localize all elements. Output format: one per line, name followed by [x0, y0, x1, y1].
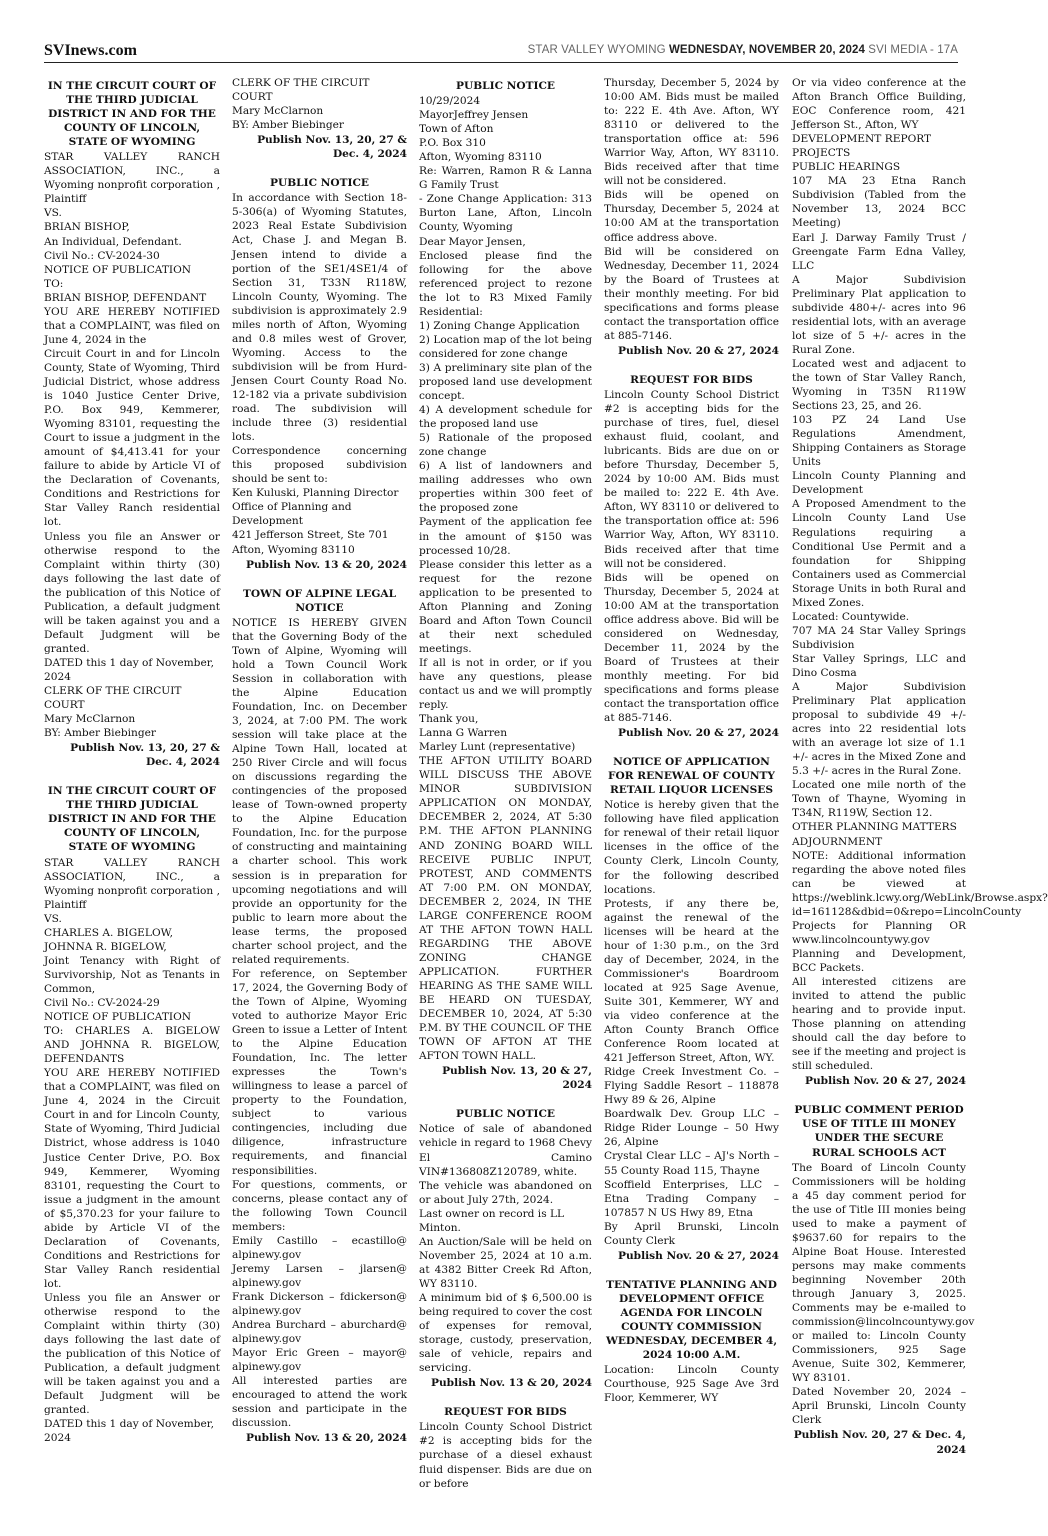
legal-notice [419, 1107, 592, 1390]
notice-text: In accordance with Section 18-5-306(a) of Wyoming Statutes, 2023 Real Estate Subdivision Act, Chase J. and Megan B. Jensen intend to divide a portion of the SE1/4SE1/4 of Section 31, T33N R118W, Lincoln County, Wyoming. The subdivision is approximately 2.9 miles north of Afton, Wyoming and 0.8 miles west of Grover, Wyoming. Access to the subdivision will be from Hurd-Jensen Court County Road No. 12-182 via a private subdivision road. The subdivision will include three (3) residential lots. [232, 192, 407, 444]
notice-text: An Auction/Sale will be held on November 25, 2024 at 10 a.m. at 4382 Bitter Creek Rd Afton, WY 83110. [419, 1235, 592, 1290]
notice-text: Civil No.: CV-2024-29 [44, 997, 160, 1009]
notice-text: YOU ARE HEREBY NOTIFIED that a COMPLAINT, was filed on June 4, 2024 in the [44, 305, 220, 346]
dateline-location: STAR VALLEY WYOMING [527, 44, 666, 56]
notice-text: YOU ARE HEREBY NOTIFIED that a COMPLAINT, was filed on June 4, 2024 in the Circuit Court in and for Lincoln County, State of Wyoming, Third Judicial District, whose address is 1040 Justice Center Drive, P.O. Box 949, Kemmerer, Wyoming 83101, requesting the Court to issue a judgment in the amount of $5,370.23 for your failure to abide by Article VI of the Declaration of Covenants, Conditions and Restrictions for Star Valley Ranch residential lot. [44, 1067, 220, 1290]
notice-text: OTHER PLANNING MATTERS [792, 821, 957, 834]
notice-text: 3) A preliminary site plan of the proposed land use development concept. [419, 361, 592, 403]
masthead [44, 40, 958, 63]
column-1 [44, 76, 220, 1526]
notice-text: Payment of the application fee in the amount of $150 was processed 10/28. [419, 516, 592, 557]
notice-heading: REQUEST FOR BIDS [630, 373, 753, 386]
notice-text: Jeremy Larsen – jlarsen@ alpinewy.gov [232, 1262, 407, 1289]
notice-text: A Major Subdivision Preliminary Plat application proposal to subdivide 49 +/- acres into 22 residential lots with an average lot size of 1.1 +/- acres in the Mixed Zone and 5.3 +/- acres in the Rural Zone. [792, 681, 966, 778]
notice-text: A Major Subdivision Preliminary Plat application to subdivide 480+/- acres into 96 residential lots, with an average lot size of 5 +/- acres in the Rural Zone. [792, 273, 966, 356]
notice-text: 6) A list of landowners and mailing addresses who own properties within 300 feet of the proposed zone [419, 460, 592, 515]
notice-text: 421 Jefferson Street, Ste 701 [232, 529, 389, 542]
notice-text: Unless you file an Answer or otherwise respond to the Complaint within thirty (30) days following the last date of the publication of this Notice of Publication, a default judgment will be taken against you and a Default Judgment will be granted. [44, 1291, 220, 1417]
column-5 [792, 76, 1048, 1526]
publish-dates: Publish Nov. 13, 20 & 27, 2024 [442, 1065, 592, 1092]
legal-notice [232, 76, 407, 161]
notice-text: Lincoln County School District #2 is accepting bids for the purchase of tires, fuel, diesel exhaust fluid, coolant, and lubricants. Bids are due on or before Thursday, December 5, 2024 by 10:00 AM. Bids must be mailed to: 222 E. 4th Ave. Afton, WY 83110 or delivered to the transportation office at: 596 Warrior Way, Afton, WY 83110. Bids received after that time will not be considered. [604, 388, 779, 570]
legal-notice [792, 1103, 975, 1456]
notice-text: An Individual, Defendant. [44, 235, 182, 248]
notice-text: A Proposed Amendment to the Lincoln County Land Use Regulations requiring a Conditional Use Permit and a foundation for Shipping Containers used as Commercial Storage Units in both Rural and Mixed Zones. [792, 498, 966, 609]
notice-heading: IN THE CIRCUIT COURT OF THE THIRD JUDICIAL DISTRICT IN AND FOR THE COUNTY OF LINCOLN, STATE OF WYOMING [47, 785, 217, 854]
notice-heading: PUBLIC NOTICE [270, 177, 369, 190]
notice-text: Town of Afton [419, 123, 494, 136]
notice-text: Mary McClarnon [44, 713, 136, 726]
notice-text: TO: [44, 277, 64, 290]
notice-text: Andrea Burchard – aburchard@ alpinewy.gov [232, 1319, 407, 1346]
publish-dates: Publish Nov. 20 & 27, 2024 [618, 727, 779, 740]
notice-text: Dated November 20, 2024 – April Brunski, Lincoln County Clerk [792, 1386, 966, 1427]
notice-text: Afton, Wyoming 83110 [232, 543, 355, 556]
legal-notice [604, 76, 779, 358]
legal-notices-columns [44, 76, 1048, 1526]
notice-text: 107 MA 23 Etna Ranch Subdivision (Tabled from the November 13, 2024 BCC Meeting) [792, 175, 966, 230]
notice-text: The vehicle was abandoned on or about July 27th, 2024. [419, 1179, 592, 1206]
notice-text: Lincoln County School District #2 is accepting bids for the purchase of a diesel exhaust fluid dispenser. Bids are due on or before [419, 1421, 592, 1490]
notice-text: Notice is hereby given that the following have filed application for renewal of their retail liquor licenses in the office of the County Clerk, Lincoln County, for the following described locations. [604, 799, 779, 896]
notice-heading: NOTICE OF APPLICATION FOR RENEWAL OF COUNTY RETAIL LIQUOR LICENSES [608, 756, 775, 797]
publish-dates: Publish Nov. 13, 20, 27 & Dec. 4, 2024 [70, 742, 220, 769]
notice-text: 10/29/2024 [419, 95, 481, 108]
notice-text: CLERK OF THE CIRCUIT COURT [232, 77, 370, 104]
notice-heading: PUBLIC NOTICE [456, 80, 555, 92]
notice-text: Frank Dickerson – fdickerson@ alpinewy.gov [232, 1290, 407, 1317]
notice-text: If all is not in order, or if you have any questions, please contact us and we will promptly reply. [419, 656, 592, 712]
notice-text: Protests, if any there be, against the renewal of the licenses will be heard at the hour of 1:30 p.m., on the 3rd day of December, 2024, in the Commissioner's Boardroom located at 925 Sage Avenue, Suite 301, Kemmerer, WY and via video conference at the Afton County Branch Office Conference Room located at 421 Jefferson Street, Afton, WY. [604, 897, 779, 1065]
notice-text: Bid will be considered on Wednesday, December 11, 2024 by the Board of Trustees at their monthly meeting. For bid specifications and forms please contact the transportation office at 885-7146. [604, 245, 779, 342]
notice-text: Enclosed please find the following for the above referenced project to rezone the lot to R3 Mixed Family Residential: [419, 249, 592, 318]
notice-text: Bids will be opened on Thursday, December 5, 2024 at 10:00 AM at the transportation office address above. Bid will be considered on Wednesday, December 11, 2024 by the Board of Trustees at their monthly meeting. For bid specifications and forms please contact the transportation office at 885-7146. [604, 571, 779, 725]
notice-text: 5) Rationale of the proposed zone change [419, 432, 592, 459]
notice-text: BY: Amber Biebinger [44, 727, 156, 740]
dateline-date: WEDNESDAY, NOVEMBER 20, 2024 [668, 44, 865, 56]
notice-text: Crystal Clear LLC – AJ's North – 55 County Road 115, Thayne [604, 1150, 779, 1177]
notice-text: NOTE: Additional information regarding the above noted files can be viewed at https://weblink.lcwy.org/WebLink/Browse.aspx?id=161128&dbid=0&repo=LincolnCounty [792, 849, 1048, 918]
notice-text: 4) A development schedule for the proposed land use [419, 404, 592, 431]
notice-text: DATED this 1 day of November, 2024 [44, 1418, 214, 1445]
notice-text: JOHNNA R. BIGELOW, [44, 940, 167, 953]
site-name[interactable]: SVInews.com [44, 42, 137, 59]
notice-text: 1) Zoning Change Application [419, 319, 580, 332]
notice-text: DATED this 1 day of November, 2024 [44, 656, 214, 683]
notice-text: Please consider this letter as a request for the rezone application to be presented to Afton Planning and Zoning Board and Afton Town Council at their next scheduled meetings. [419, 558, 592, 655]
notice-text: Ken Kuluski, Planning Director [232, 487, 399, 500]
notice-text: NOTICE OF PUBLICATION [44, 1011, 192, 1024]
column-2 [232, 76, 407, 1526]
publish-dates: Publish Nov. 13, 20, 27 & Dec. 4, 2024 [257, 134, 407, 161]
publish-dates: Publish Nov. 20 & 27, 2024 [618, 344, 779, 357]
notice-text: Projects for Planning OR www.lincolncountywy.gov Planning and Development, BCC Packets. [792, 919, 966, 974]
notice-text: Emily Castillo – ecastillo@ alpinewy.gov [232, 1234, 407, 1261]
legal-notice [419, 1405, 592, 1490]
notice-text: Unless you file an Answer or otherwise respond to the Complaint within thirty (30) days following the last date of the publication of this Notice of Publication, a default judgment will be taken against you and a Default Judgment will be granted. [44, 530, 220, 655]
notice-text: Notice of sale of abandoned vehicle in regard to 1968 Chevy El Camino VIN#136808Z120789, white. [419, 1123, 592, 1178]
notice-text: BY: Amber Biebinger [232, 119, 344, 132]
publish-dates: Publish Nov. 13 & 20, 2024 [431, 1377, 592, 1390]
legal-notice [419, 79, 592, 1092]
notice-text: - Zone Change Application: 313 Burton Lane, Afton, Lincoln County, Wyoming [419, 193, 592, 234]
notice-heading: TOWN OF ALPINE LEGAL NOTICE [242, 587, 397, 614]
legal-notice [44, 79, 220, 769]
notice-text: PROJECTS [792, 147, 851, 160]
notice-text: CLERK OF THE CIRCUIT COURT [44, 685, 182, 712]
notice-heading: IN THE CIRCUIT COURT OF THE THIRD JUDICIAL DISTRICT IN AND FOR THE COUNTY OF LINCOLN, STATE OF WYOMING [47, 80, 217, 149]
publish-dates: Publish Nov. 13 & 20, 2024 [246, 558, 407, 571]
notice-text: All interested citizens are invited to attend the public hearing and to provide input. Those planning on attending should call the day before to see if the meeting and project is still scheduled. [792, 976, 966, 1073]
notice-text: Mayor Eric Green – mayor@ alpinewy.gov [232, 1347, 407, 1374]
notice-text: VS. [44, 207, 62, 220]
publish-dates: Publish Nov. 20 & 27, 2024 [618, 1249, 779, 1262]
notice-text: 707 MA 24 Star Valley Springs Subdivision [792, 624, 966, 651]
notice-text: A minimum bid of $ 6,500.00 is being required to cover the cost of expenses for removal, storage, custody, preservation, sale of vehicle, repairs and servicing. [419, 1291, 592, 1375]
notice-heading: REQUEST FOR BIDS [444, 1406, 567, 1419]
column-4 [604, 76, 779, 1526]
notice-heading: PUBLIC COMMENT PERIOD USE OF TITLE III MONEY UNDER THE SECURE RURAL SCHOOLS ACT [794, 1104, 964, 1159]
notice-text: Scoffield Enterprises, LLC – Etna Trading Company – 107857 N US Hwy 89, Etna [604, 1178, 779, 1219]
legal-notice [604, 1278, 779, 1405]
notice-text: Earl J. Darway Family Trust / Greengate Farm Edna Valley, LLC [792, 231, 966, 272]
notice-text: Lanna G Warren [419, 727, 508, 740]
notice-text: Mary McClarnon [232, 105, 324, 118]
notice-text: Joint Tenancy with Right of Survivorship, Not as Tenants in Common, [44, 954, 220, 995]
notice-text: Bids will be opened on Thursday, December 5, 2024 at 10:00 AM at the transportation office address above. [604, 189, 779, 244]
notice-text: Re: Warren, Ramon R & Lanna G Family Trust [419, 165, 592, 192]
notice-text: Civil No.: CV-2024-30 [44, 249, 160, 262]
notice-text: Lincoln County Planning and Development [792, 470, 966, 497]
notice-text: The Board of Lincoln County Commissioners will be holding a 45 day comment period for the use of Title III monies being used to make a payment of $9637.60 for repairs to the Alpine Boat House. Interested persons may make comments beginning November 20th through January 3, 2025. Comments may be e-mailed to commission@lincolncountywy.gov or mailed to: Lincoln County Commissioners, 925 Sage Avenue, Suite 302, Kemmerer, WY 83101. [792, 1161, 975, 1385]
notice-text: For questions, comments, or concerns, please contact any of the following Town Council members: [232, 1178, 407, 1233]
notice-text: VS. [44, 912, 62, 925]
notice-text: STAR VALLEY RANCH ASSOCIATION, INC., a Wyoming nonprofit corporation , Plaintiff [44, 151, 220, 206]
notice-text: BRIAN BISHOP, [44, 221, 130, 234]
legal-notice [792, 76, 1048, 1088]
publish-dates: Publish Nov. 20, 27 & Dec. 4, 2024 [793, 1429, 966, 1456]
notice-heading: TENTATIVE PLANNING AND DEVELOPMENT OFFICE AGENDA FOR LINCOLN COUNTY COMMISSION WEDNESDAY, DECEMBER 4, 2024 10:00 A.M. [605, 1278, 778, 1362]
notice-text: Location: Lincoln County Courthouse, 925 Sage Ave 3rd Floor, Kemmerer, WY [604, 1364, 779, 1405]
notice-text: NOTICE OF PUBLICATION [44, 263, 192, 276]
notice-text: Circuit Court in and for Lincoln County, State of Wyoming, Third Judicial District, whose address is 1040 Justice Center Drive, P.O. Box 949, Kemmerer, Wyoming 83101, requesting the Court to issue a judgment in the amount of $4,413.41 for your failure to abide by Article VI of the Declaration of Covenants, Conditions and Restrictions for Star Valley Ranch residential lot. [44, 347, 220, 529]
dateline [528, 44, 958, 56]
notice-text: 2) Location map of the lot being considered for zone change [419, 333, 592, 360]
notice-text: Last owner on record is LL Minton. [419, 1207, 565, 1234]
legal-notice [232, 587, 407, 1446]
notice-text: THE AFTON UTILITY BOARD WILL DISCUSS THE ABOVE MINOR SUBDIVISION APPLICATION ON MONDAY, DECEMBER 2, 2024, AT 5:30 P.M. THE AFTON PLANNING AND ZONING BOARD WILL RECEIVE PUBLIC INPUT, PROTEST, AND COMMENTS AT 7:00 P.M. ON MONDAY, DECEMBER 2, 2024, IN THE LARGE CONFERENCE ROOM AT THE AFTON TOWN HALL REGARDING THE ABOVE ZONING CHANGE APPLICATION. FURTHER HEARING AS THE SAME WILL BE HEARD ON TUESDAY, DECEMBER 10, 2024, AT 5:30 P.M. BY THE COUNCIL OF THE TOWN OF AFTON AT THE AFTON TOWN HALL. [419, 755, 592, 1063]
notice-text: For reference, on September 17, 2024, the Governing Body of the Town of Alpine, Wyoming voted to authorize Mayor Eric Green to issue a Letter of Intent to the Alpine Education Foundation, Inc. The letter expresses the Town's willingness to lease a parcel of property to the Foundation, subject to various contingencies, including due diligence, infrastructure requirements, and financial responsibilities. [232, 967, 407, 1177]
notice-text: Located: Countywide. [792, 610, 910, 623]
notice-text: Ridge Creek Investment Co. – Flying Saddle Resort – 118878 Hwy 89 & 26, Alpine [604, 1066, 779, 1107]
notice-text: CHARLES A. BIGELOW, [44, 926, 174, 939]
legal-notice [604, 373, 779, 740]
publish-dates: Publish Nov. 13 & 20, 2024 [246, 1432, 407, 1445]
notice-text: NOTICE IS HEREBY GIVEN that the Governing Body of the Town of Alpine, Wyoming will hold a Town Council Work Session in collaboration with the Alpine Education Foundation, Inc. on December 3, 2024, at 7:00 PM. The work session will take place at the Alpine Town Hall, located at 250 River Circle and will focus on discussions regarding the contingencies of the proposed lease of Town-owned property to the Alpine Education Foundation, Inc. for the purpose of constructing and maintaining a charter school. This work session is in preparation for upcoming negotiations and will provide an opportunity for the public to learn more about the lease terms, the proposed charter school project, and the related requirements. [232, 616, 407, 966]
legal-notice [232, 176, 407, 571]
notice-text: Afton, Wyoming 83110 [419, 151, 542, 164]
notice-text: BRIAN BISHOP, DEFENDANT [44, 291, 207, 304]
notice-text: All interested parties are encouraged to attend the work session and participate in the discussion. [232, 1375, 407, 1430]
notice-text: MayorJeffrey Jensen [419, 109, 529, 122]
notice-text: Located west and adjacent to the town of Star Valley Ranch, Wyoming in T35N R119W Sections 23, 25, and 26. [792, 357, 966, 413]
notice-text: Star Valley Springs, LLC and Dino Cosma [792, 652, 966, 679]
notice-text: ADJOURNMENT [792, 835, 883, 848]
legal-notice [44, 784, 220, 1445]
notice-text: Located one mile north of the Town of Thayne, Wyoming in T34N, R119W, Section 12. [792, 779, 966, 820]
notice-text: Boardwalk Dev. Group LLC – Ridge Rider Lounge – 50 Hwy 26, Alpine [604, 1108, 779, 1149]
notice-text: Office of Planning and Development [232, 501, 352, 528]
publish-dates: Publish Nov. 20 & 27, 2024 [805, 1075, 966, 1088]
notice-text: By April Brunski, Lincoln County Clerk [604, 1220, 779, 1247]
notice-text: Marley Lunt (representative) [419, 741, 576, 754]
notice-text: Thursday, December 5, 2024 by 10:00 AM. Bids must be mailed to: 222 E. 4th Ave. Afton, WY 83110 or delivered to the transportation office at: 596 Warrior Way, Afton, WY 83110. Bids received after that time will not be considered. [604, 77, 779, 188]
notice-text: DEVELOPMENT REPORT [792, 133, 932, 146]
dateline-section: SVI MEDIA - 17A [868, 44, 958, 56]
notice-text: Thank you, [419, 713, 479, 726]
notice-heading: PUBLIC NOTICE [456, 1108, 555, 1121]
notice-text: PUBLIC HEARINGS [792, 161, 901, 174]
notice-text: P.O. Box 310 [419, 137, 486, 150]
notice-text: Correspondence concerning this proposed subdivision should be sent to: [232, 445, 407, 486]
column-3 [419, 76, 592, 1526]
legal-notice [604, 755, 779, 1263]
notice-text: STAR VALLEY RANCH ASSOCIATION, INC., a Wyoming nonprofit corporation , Plaintiff [44, 856, 220, 911]
notice-text: 103 PZ 24 Land Use Regulations Amendment, Shipping Containers as Storage Units [792, 414, 966, 469]
notice-text: TO: CHARLES A. BIGELOW AND JOHNNA R. BIGELOW, DEFENDANTS [44, 1025, 220, 1066]
notice-text: Dear Mayor Jensen, [419, 235, 526, 248]
notice-text: Or via video conference at the Afton Branch Office Building, EOC Conference room, 421 Jefferson St., Afton, WY [792, 77, 966, 132]
